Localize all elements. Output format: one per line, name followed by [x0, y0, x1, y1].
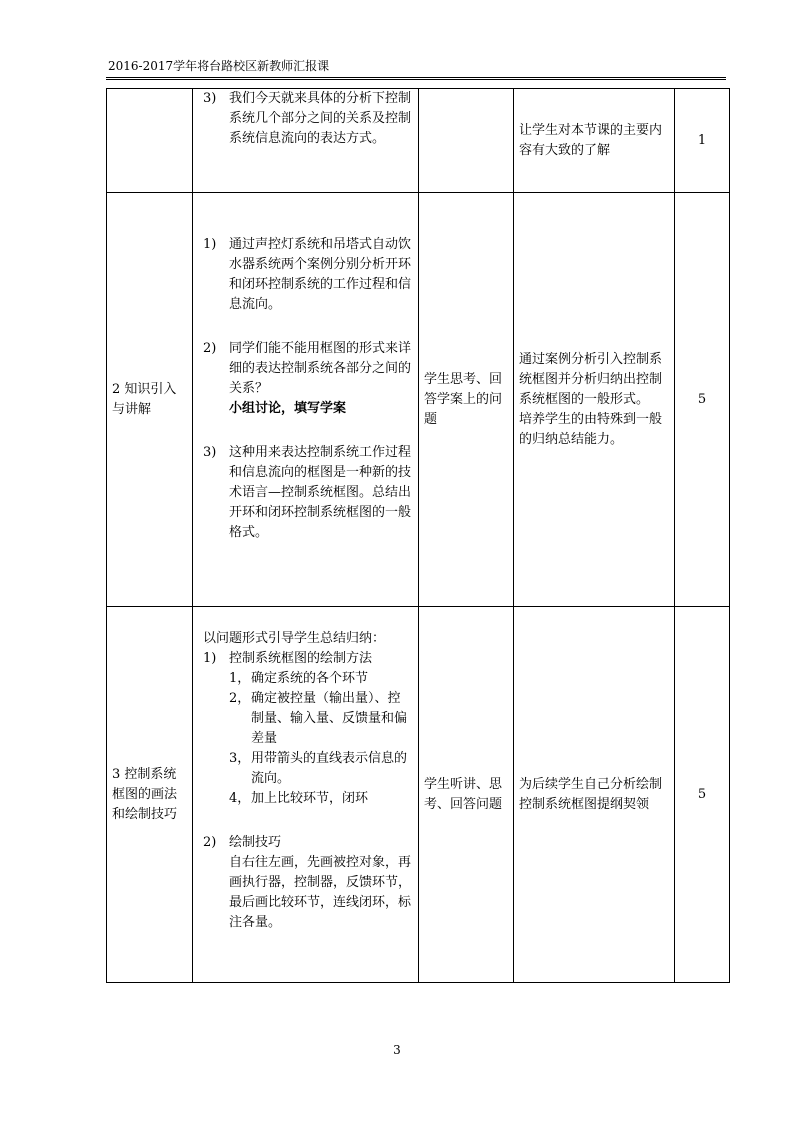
- item-text: 控制系统框图的绘制方法: [229, 651, 373, 666]
- sub-item: [203, 669, 413, 689]
- time-cell: 5: [675, 193, 730, 607]
- stage-cell: 2 知识引入与讲解: [107, 193, 193, 607]
- sub-item-text: 用带箭头的直线表示信息的流向。: [251, 751, 408, 786]
- item-bold-instruction: 小组讨论，填写学案: [229, 401, 347, 416]
- sub-item-number: 4，: [229, 791, 251, 806]
- list-item: [203, 235, 413, 315]
- item-text: 我们今天就来具体的分析下控制系统几个部分之间的关系及控制系统信息流向的表达方式。: [229, 91, 412, 146]
- header-rule-secondary: [106, 79, 726, 80]
- time-cell: 5: [675, 607, 730, 983]
- page-number: 3: [393, 1043, 401, 1057]
- design-intent-cell: 通过案例分析引入控制系统框图并分析归纳出控制系统框图的一般形式。 培养学生的由特殊到一般的归纳总结能力。: [514, 193, 675, 607]
- document-header: 2016-2017学年将台路校区新教师汇报课: [108, 59, 330, 73]
- student-activity-cell: [419, 89, 514, 193]
- item-number: 2): [203, 835, 217, 850]
- item-number: 1): [203, 651, 217, 666]
- table-row: [107, 193, 730, 607]
- intro-text: 以问题形式引导学生总结归纳：: [203, 631, 386, 646]
- item-text: 同学们能不能用框图的形式来详细的表达控制系统各部分之间的关系？: [229, 341, 412, 396]
- sub-item-text: 加上比较环节，闭环: [251, 791, 369, 806]
- teacher-activity-cell: [193, 193, 419, 607]
- sub-item-number: 3，: [229, 751, 251, 766]
- item-text: 这种用来表达控制系统工作过程和信息流向的框图是一种新的技术语言—控制系统框图。总结出开环和闭环控制系统框图的一般格式。: [229, 445, 412, 540]
- design-intent-cell: 让学生对本节课的主要内容有大致的了解: [514, 89, 675, 193]
- student-activity-cell: 学生听讲、思考、回答问题: [419, 607, 514, 983]
- sub-item-number: 1，: [229, 671, 251, 686]
- item-number: 2): [203, 341, 217, 356]
- list-item: [203, 443, 413, 543]
- item-text: 绘制技巧 自右往左画，先画被控对象，再画执行器，控制器，反馈环节，最后画比较环节，连线闭环，标注各量。: [229, 835, 412, 930]
- sub-item: [203, 689, 413, 749]
- item-text: 通过声控灯系统和吊塔式自动饮水器系统两个案例分别分析开环和闭环控制系统的工作过程和信息流向。: [229, 237, 412, 312]
- lesson-plan-table: [106, 88, 730, 983]
- list-item: [203, 833, 413, 933]
- time-cell: 1: [675, 89, 730, 193]
- sub-item: [203, 749, 413, 789]
- table-row: [107, 607, 730, 983]
- item-number: 3): [203, 91, 217, 106]
- table-row: [107, 89, 730, 193]
- item-number: 3): [203, 445, 217, 460]
- item-number: 1): [203, 237, 217, 252]
- teacher-activity-cell: [193, 607, 419, 983]
- sub-item: [203, 789, 413, 809]
- design-intent-cell: 为后续学生自己分析绘制控制系统框图提纲契领: [514, 607, 675, 983]
- header-rule: [106, 77, 726, 78]
- list-item: [203, 89, 413, 149]
- list-item: [203, 649, 413, 669]
- sub-item-text: 确定被控量（输出量）、控制量、输入量、反馈量和偏差量: [251, 691, 408, 746]
- teacher-activity-cell: [193, 89, 419, 193]
- student-activity-cell: 学生思考、回答学案上的问题: [419, 193, 514, 607]
- stage-cell: [107, 89, 193, 193]
- list-item: [203, 339, 413, 419]
- sub-item-text: 确定系统的各个环节: [251, 671, 369, 686]
- sub-item-number: 2，: [229, 691, 251, 706]
- stage-cell: 3 控制系统框图的画法和绘制技巧: [107, 607, 193, 983]
